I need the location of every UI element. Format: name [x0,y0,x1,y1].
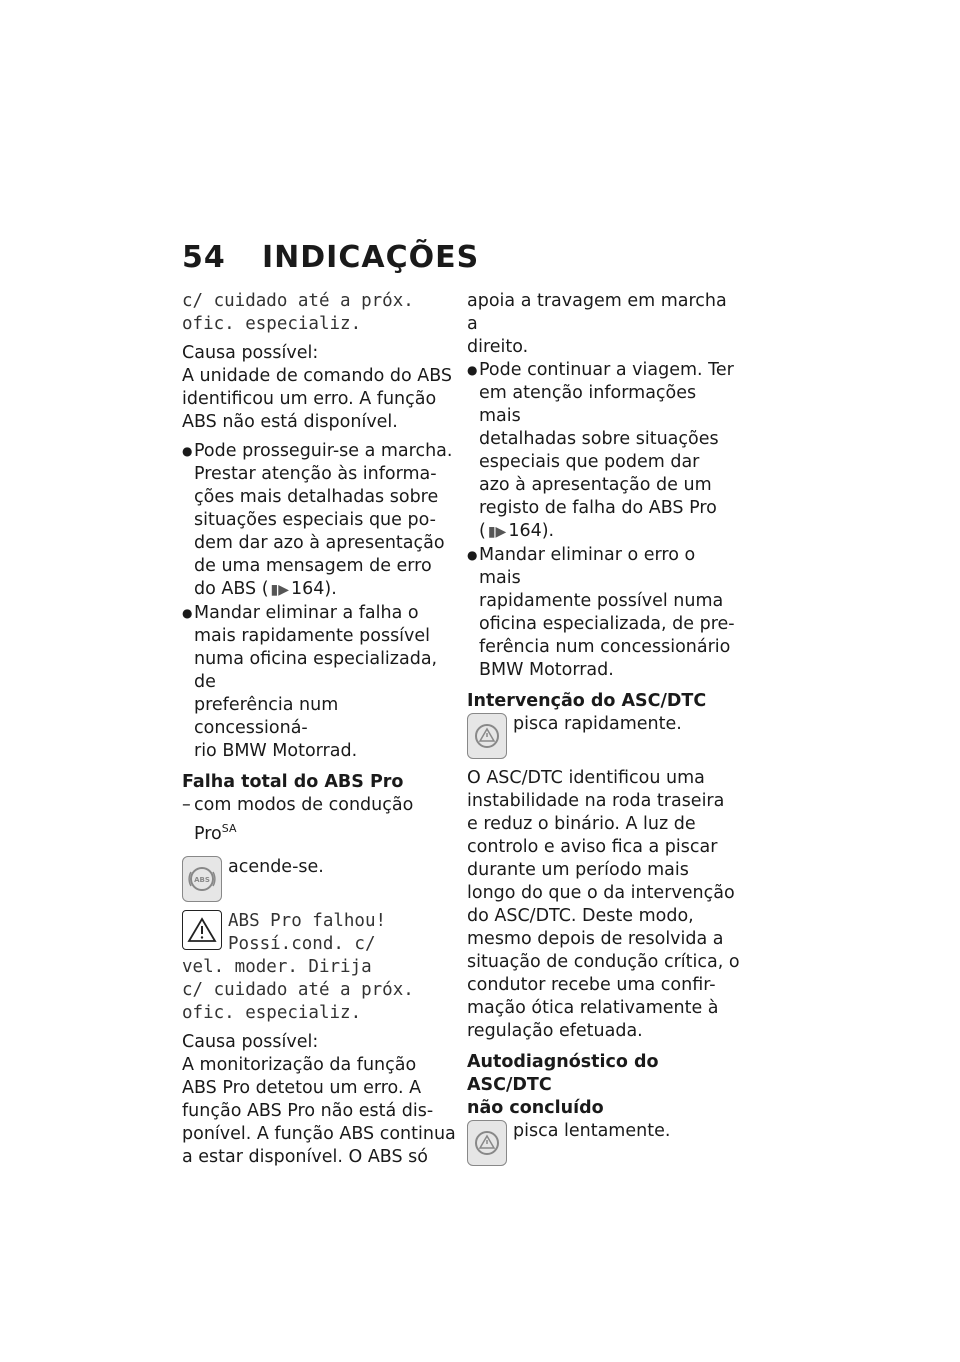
indicator-status: pisca lentamente. [513,1121,671,1141]
cause-label: Causa possível: [182,343,319,363]
list-item: ● Mandar eliminar o erro o mais rapidamente possível numa oficina especializada, de pre- ferência num concessionário BMW Motorrad. [467,545,735,680]
page-ref-arrow-icon: ▮▶ [270,582,290,598]
right-column [467,290,742,1174]
asc-dtc-warning-light-icon [467,713,507,759]
page-ref-link[interactable]: 164). [291,579,337,599]
bullet-icon: ● [182,606,193,620]
page-ref-link[interactable]: 164). [508,521,555,541]
warning-triangle-icon [182,910,222,950]
asc-indicator-row [467,1120,742,1166]
abs-indicator-row [182,856,457,902]
bullet-icon: ● [467,548,478,562]
svg-text:ABS: ABS [194,875,210,884]
continued-text: apoia a travagem em marcha a direito. [467,291,727,357]
page-title: INDICAÇÕES [262,240,480,275]
list-item: ● Pode continuar a viagem. Ter em atenção informações mais detalhadas sobre situações especiais que podem dar azo à apresentação de um registo de falha do ABS Pro ( ▮▶ 164). [467,359,742,544]
page-ref-arrow-icon: ▮▶ [487,524,507,540]
bullet-icon: ● [182,444,193,458]
dash-item: – com modos de condução Pro$^{SA}$ [182,795,414,844]
page-number: 54 [182,240,226,275]
asc-description: O ASC/DTC identificou uma instabilidade na roda traseira e reduz o binário. A luz de controlo e aviso fica a piscar durante um período mais longo do que o da intervenção do ASC/DTC. Deste modo, mesmo depois de resolvida a situação de condução crítica, o condutor recebe uma confir- mação ótica relativamente à regulação efetuada. [467,768,740,1041]
warning-message-row [182,910,457,956]
list-item: ● Mandar eliminar a falha o mais rapidamente possível numa oficina especializada, de preferência num concessioná- rio BMW Motorrad. [182,603,438,761]
cause-text: A unidade de comando do ABS identificou um erro. A função ABS não está disponível. [182,366,453,432]
indicator-status: pisca rapidamente. [513,714,682,734]
display-message: c/ cuidado até a próx. ofic. especializ. [182,291,414,334]
left-column [182,290,457,1169]
cause-text: A monitorização da função ABS Pro detetou um erro. A função ABS Pro não está dis- ponível. A função ABS continua a estar disponível. O ABS só [182,1054,456,1167]
asc-dtc-warning-light-icon [467,1120,507,1166]
cause-label: Causa possível: [182,1031,319,1052]
abs-warning-light-icon [182,856,222,902]
list-item: ● Pode prosseguir-se a marcha. Prestar atenção às informa- ções mais detalhadas sobre situações especiais que po- dem dar azo à apresentação de uma mensagem de erro do ABS ( ▮▶ 164). [182,440,457,602]
indicator-status: acende-se. [228,856,324,877]
asc-indicator-row [467,713,742,759]
display-message-cont: vel. moder. Dirija c/ cuidado até a próx. ofic. especializ. [182,956,414,1023]
section-heading: Autodiagnóstico do ASC/DTC não concluído [467,1052,659,1118]
section-heading: Falha total do ABS Pro [182,772,404,792]
display-message: ABS Pro falhou! Possí.cond. c/ [228,910,387,954]
section-heading: Intervenção do ASC/DTC [467,691,707,711]
bullet-icon: ● [467,363,478,377]
